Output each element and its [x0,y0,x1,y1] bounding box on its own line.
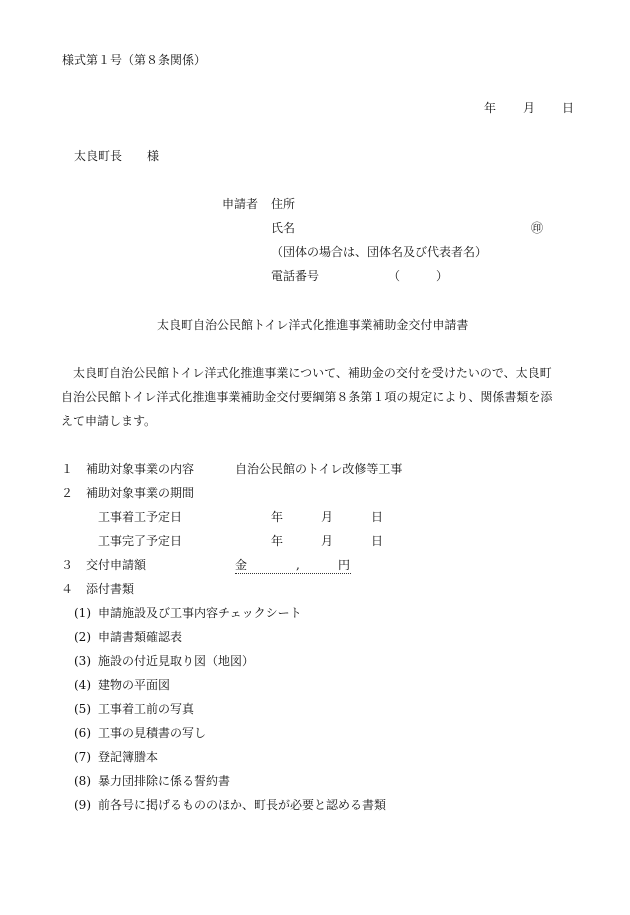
name-label: 氏名 [271,221,296,235]
attachment-num: (7) [74,750,91,764]
attachment-text: 工事の見積書の写し [98,726,207,740]
item2-number: ２ [61,486,74,500]
attachment-text: 前各号に掲げるもののほか、町長が必要と認める書類 [98,798,387,812]
form-id: 様式第１号（第８条関係） [62,53,207,67]
attachment-num: (4) [74,678,91,692]
address-label: 住所 [271,197,296,211]
addressee-honorific: 様 [147,149,160,163]
start-month: 月 [321,510,334,524]
date-year: 年 [484,101,497,115]
attachment-num: (6) [74,726,91,740]
attachment-text: 申請書類確認表 [98,630,183,644]
item3-number: ３ [61,558,74,572]
attachment-text: 施設の付近見取り図（地図） [98,654,255,668]
start-year: 年 [271,510,284,524]
amount-prefix: 金 [235,558,248,572]
attachment-num: (9) [74,798,91,812]
body-line-2: 自治公民館トイレ洋式化推進事業補助金交付要綱第８条第１項の規定により、関係書類を添 [61,390,553,404]
applicant-label: 申請者 [222,197,259,211]
attachment-text: 登記簿謄本 [98,750,159,764]
date-day: 日 [562,101,575,115]
end-day: 日 [371,534,384,548]
amount-comma: , [296,558,300,572]
body-line-3: えて申請します。 [61,414,157,428]
item1-number: １ [61,462,74,476]
item4-number: ４ [61,582,74,596]
document-title: 太良町自治公民館トイレ洋式化推進事業補助金交付申請書 [157,318,469,332]
attachment-num: (8) [74,774,91,788]
end-month: 月 [321,534,334,548]
start-date-label: 工事着工予定日 [98,510,183,524]
attachment-text: 工事着工前の写真 [98,702,195,716]
amount-field [235,557,351,574]
attachment-num: (1) [74,606,91,620]
attachment-num: (3) [74,654,91,668]
attachment-num: (2) [74,630,91,644]
item1-value: 自治公民館のトイレ改修等工事 [235,462,403,476]
item2-label: 補助対象事業の期間 [86,486,195,500]
item3-label: 交付申請額 [86,558,147,572]
attachment-text: 申請施設及び工事内容チェックシート [98,606,302,620]
end-year: 年 [271,534,284,548]
item1-label: 補助対象事業の内容 [86,462,195,476]
attachment-text: 建物の平面図 [98,678,171,692]
amount-suffix: 円 [338,558,351,572]
date-month: 月 [523,101,536,115]
group-note: （団体の場合は、団体名及び代表者名） [271,245,488,259]
phone-label: 電話番号 [271,269,320,283]
attachment-num: (5) [74,702,91,716]
attachment-text: 暴力団排除に係る誓約書 [98,774,231,788]
body-line-1: 太良町自治公民館トイレ洋式化推進事業について、補助金の交付を受けたいので、太良町 [73,366,552,380]
start-day: 日 [371,510,384,524]
addressee-name: 太良町長 [74,149,123,163]
phone-paren: （ ） [388,269,449,283]
seal-mark: ㊞ [531,221,544,235]
item4-label: 添付書類 [86,582,135,596]
end-date-label: 工事完了予定日 [98,534,183,548]
